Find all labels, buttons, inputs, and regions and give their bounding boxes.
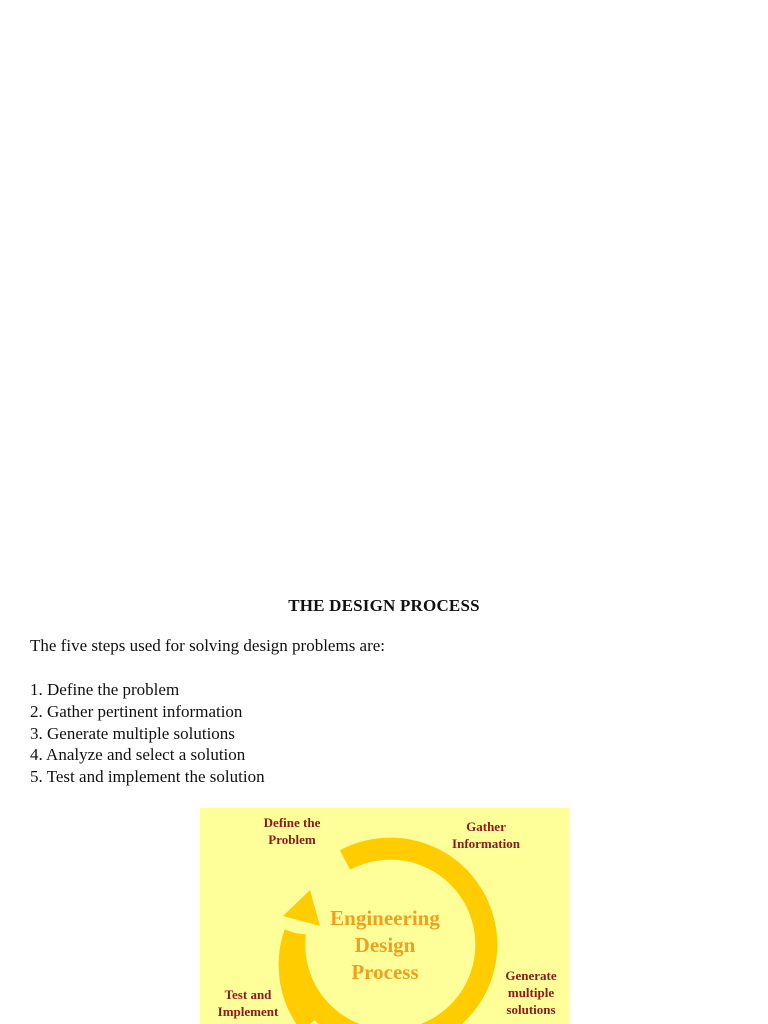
stage-define-problem: Define the Problem (263, 815, 321, 847)
list-item: 2. Gather pertinent information (30, 701, 243, 721)
list-item: 5. Test and implement the solution (30, 767, 265, 787)
design-process-diagram (200, 808, 569, 1024)
steps-list (30, 679, 265, 788)
list-item: 3. Generate multiple solutions (30, 723, 235, 743)
stage-generate-solutions: Generate multiple solutions (505, 968, 557, 1017)
page-title: THE DESIGN PROCESS (288, 596, 480, 615)
stage-gather-information: Gather Information (452, 819, 520, 851)
list-item: 1. Define the problem (30, 680, 180, 699)
stage-test-implement: Test and Implement (217, 987, 279, 1019)
list-item: 4. Analyze and select a solution (30, 745, 246, 765)
cycle-center-title: Engineering Design Process (330, 906, 440, 984)
intro-paragraph: The five steps used for solving design problems are: (30, 636, 386, 655)
